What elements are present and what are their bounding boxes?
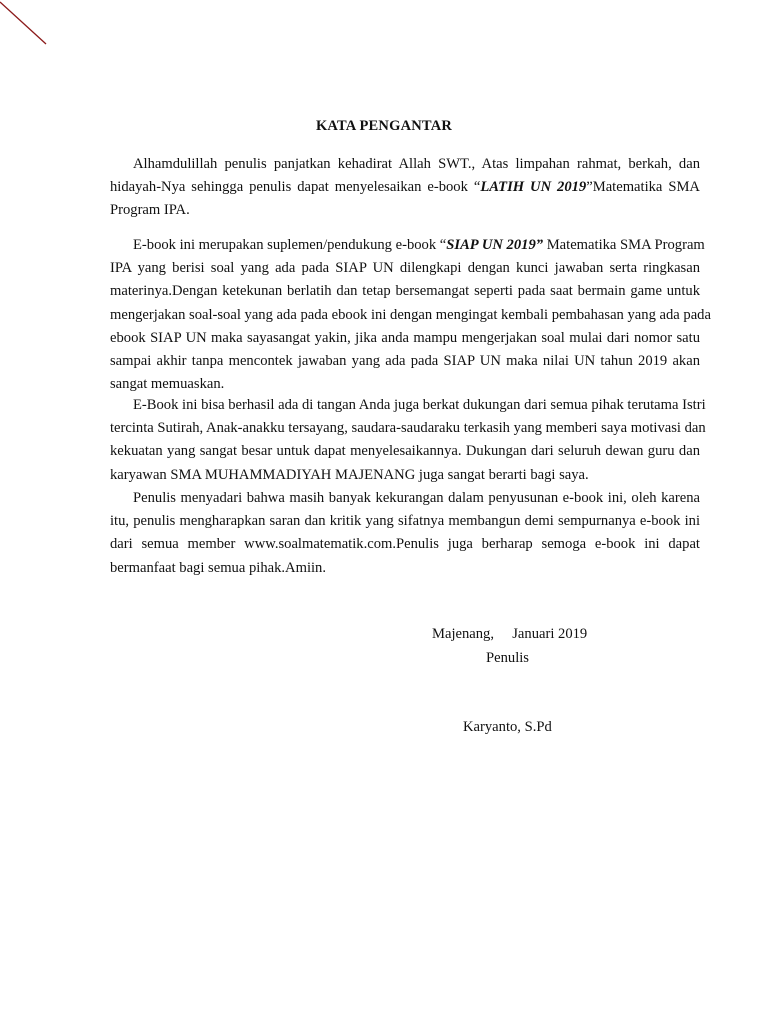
text-segment: tercinta Sutirah, Anak-anakku tersayang, saudara-saudaraku terkasih yang memberi saya motivasi dan [110,420,706,437]
text-segment: E-Book ini bisa berhasil ada di tangan Anda juga berkat dukungan dari semua pihak terutama Istri [133,397,706,413]
text-segment: Matematika SMA Program [543,237,705,253]
page-corner-mark [0,0,60,60]
paragraph-4-line [110,559,700,577]
paragraph-2-line [110,352,700,370]
emphasized-title: SIAP UN 2019” [446,237,544,253]
text-segment: E-book ini merupakan suplemen/pendukung e-book “ [133,237,447,253]
paragraph-1-line [133,155,700,173]
text-segment: ”Matematika SMA [586,179,700,196]
paragraph-4-line [110,512,700,530]
place-date: Majenang, Januari 2019 [432,626,588,642]
paragraph-2-line [133,236,705,254]
author-name: Karyanto, S.Pd [463,719,552,735]
emphasized-title: LATIH UN 2019 [480,179,587,196]
text-segment: sampai akhir tanpa mencontek jawaban yang ada pada SIAP UN maka nilai UN tahun 2019 akan [110,353,700,369]
text-segment: ebook SIAP UN maka sayasangat yakin, jika anda mampu mengerjakan soal mulai dari nomor satu [110,329,700,346]
paragraph-4-line [133,489,700,507]
text-segment: itu, penulis mengharapkan saran dan kritik yang sifatnya membangun demi sempurnanya e-book ini [110,513,700,530]
text-segment: Program IPA. [110,202,190,219]
text-segment: materinya.Dengan ketekunan berlatih dan tetap bersemangat seperti pada saat bermain game untuk [110,283,700,300]
text-segment: Penulis menyadari bahwa masih banyak kekurangan dalam penyusunan e-book ini, oleh karena [133,490,700,506]
text-segment: dari semua member www.soalmatematik.com.Penulis juga berharap semoga e-book ini dapat [110,536,700,553]
paragraph-3-line [110,466,700,484]
text-segment: mengerjakan soal-soal yang ada pada ebook ini dengan mengingat kembali pembahasan yang ada pada [110,306,711,323]
paragraph-2-line [110,375,700,393]
page-title: KATA PENGANTAR [315,118,453,134]
text-segment: kekuatan yang sangat besar untuk dapat menyelesaikannya. Dukungan dari seluruh dewan guru dan [110,443,700,460]
paragraph-3-line [110,442,700,460]
paragraph-1-line [110,201,700,219]
paragraph-1-line [110,178,700,196]
paragraph-2-line [110,259,700,277]
paragraph-2-line [110,329,700,347]
paragraph-2-line [110,282,700,300]
paragraph-2-line [110,306,711,324]
text-segment: Alhamdulillah penulis panjatkan kehadirat Allah SWT., Atas limpahan rahmat, berkah, dan [133,156,700,172]
text-segment: hidayah-Nya sehingga penulis dapat menyelesaikan e-book “ [110,179,481,196]
text-segment: bermanfaat bagi semua pihak.Amiin. [110,559,326,576]
text-segment: karyawan SMA MUHAMMADIYAH MAJENANG juga sangat berarti bagi saya. [110,466,589,483]
signature-role: Penulis [486,650,529,666]
text-segment: IPA yang berisi soal yang ada pada SIAP UN dilengkapi dengan kunci jawaban serta ringkasan [110,260,700,277]
paragraph-4-line [110,535,700,553]
paragraph-3-line [110,419,706,437]
text-segment: sangat memuaskan. [110,376,225,393]
paragraph-3-line [133,396,706,414]
